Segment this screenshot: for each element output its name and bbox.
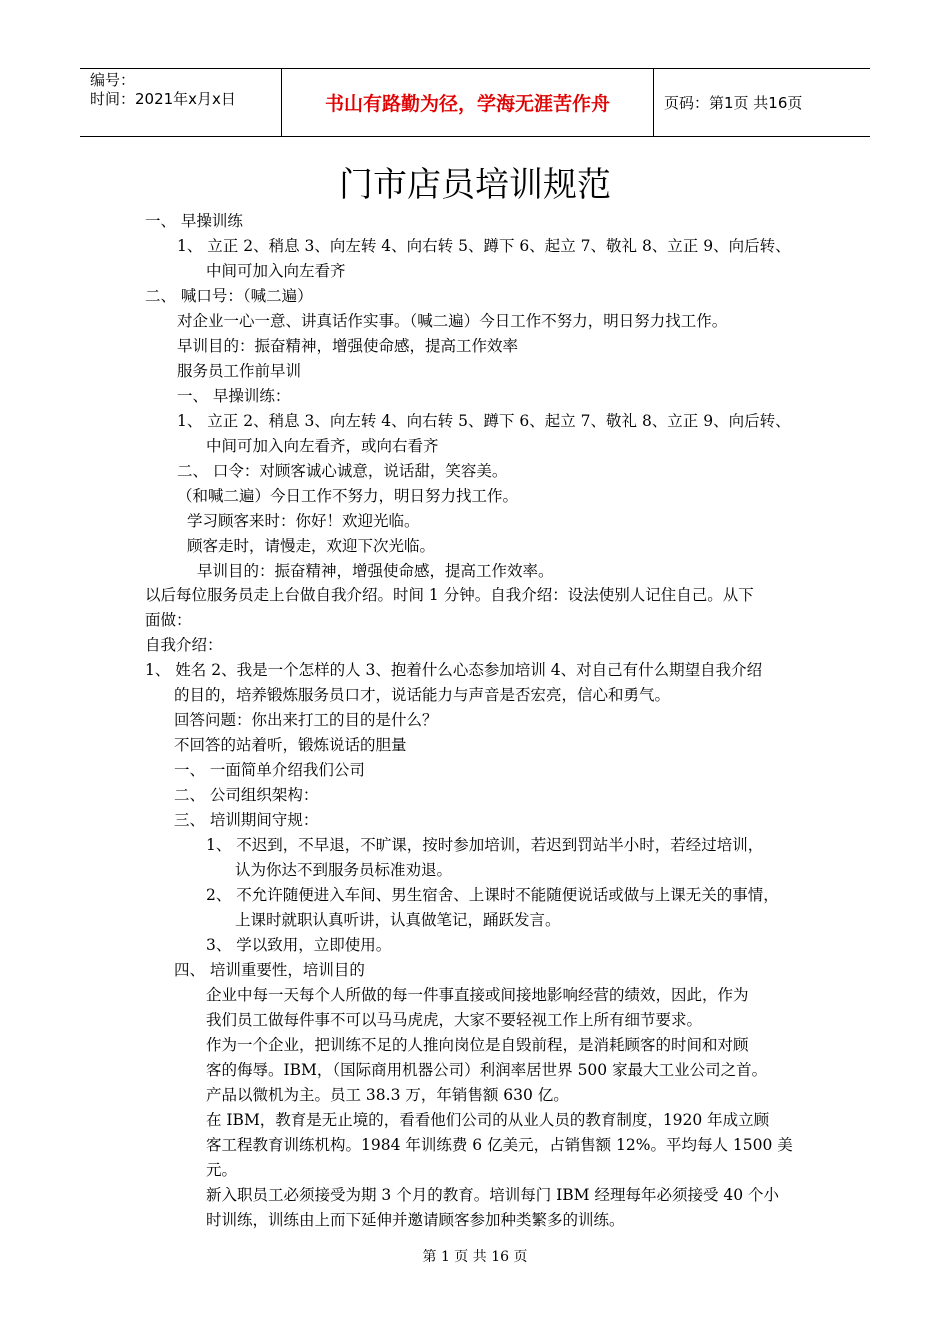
body-line: 1、 姓名 2、我是一个怎样的人 3、抱着什么心态参加培训 4、对自己有什么期望自我介绍 <box>145 661 763 679</box>
body-line: 中间可加入向左看齐 <box>206 262 346 280</box>
body-line: 自我介绍： <box>145 636 223 654</box>
body-line: 3、 学以致用，立即使用。 <box>206 936 392 954</box>
body-line: 早训目的：振奋精神，增强使命感，提高工作效率 <box>177 337 519 355</box>
body-line: 上课时就职认真听讲，认真做笔记，踊跃发言。 <box>235 911 561 929</box>
body-line: 二、 公司组织架构： <box>174 786 319 804</box>
body-line: 客的侮辱。IBM，（国际商用机器公司）利润率居世界 500 家最大工业公司之首。 <box>206 1061 768 1079</box>
body-line: 回答问题：你出来打工的目的是什么？ <box>174 711 438 729</box>
body-line: 我们员工做每件事不可以马马虎虎，大家不要轻视工作上所有细节要求。 <box>206 1011 703 1029</box>
body-line: 客工程教育训练机构。1984 年训练费 6 亿美元，占销售额 12%。平均每人 1500 美 <box>206 1136 793 1154</box>
body-line: 中间可加入向左看齐，或向右看齐 <box>206 437 439 455</box>
header-left-cell <box>80 69 282 136</box>
body-line: 四、 培训重要性，培训目的 <box>174 961 365 979</box>
body-line: 二、 喊口号：（喊二遍） <box>145 287 313 305</box>
page-footer: 第 1 页 共 16 页 <box>422 1249 528 1265</box>
body-line: 1、 立正 2、稍息 3、向左转 4、向右转 5、蹲下 6、起立 7、敬礼 8、立正 9、向后转、 <box>177 412 791 430</box>
body-line: 1、 立正 2、稍息 3、向左转 4、向右转 5、蹲下 6、起立 7、敬礼 8、立正 9、向后转、 <box>177 237 791 255</box>
body-line: 作为一个企业，把训练不足的人推向岗位是自毁前程，是消耗顾客的时间和对顾 <box>206 1036 749 1054</box>
body-line: 认为你达不到服务员标准劝退。 <box>235 861 453 879</box>
document-code: 编号： <box>90 71 136 89</box>
body-line: 面做： <box>145 611 192 629</box>
body-line: 时训练，训练由上而下延伸并邀请顾客参加种类繁多的训练。 <box>206 1211 625 1229</box>
body-line: 一、 早操训练 <box>145 212 243 230</box>
body-line: 在 IBM，教育是无止境的，看看他们公司的从业人员的教育制度，1920 年成立顾 <box>206 1111 770 1129</box>
header-page-info: 页码：第1页 共16页 <box>664 94 803 112</box>
body-line: 对企业一心一意、讲真话作实事。（喊二遍）今日工作不努力，明日努力找工作。 <box>177 312 728 330</box>
body-line: 的目的，培养锻炼服务员口才，说话能力与声音是否宏亮，信心和勇气。 <box>174 686 671 704</box>
body-line: 以后每位服务员走上台做自我介绍。时间 1 分钟。自我介绍：设法使别人记住自己。从下 <box>145 586 754 604</box>
body-line: 2、 不允许随便进入车间、男生宿舍、上课时不能随便说话或做与上课无关的事情， <box>206 886 779 904</box>
body-line: 三、 培训期间守规： <box>174 811 319 829</box>
body-line: 元。 <box>206 1161 238 1179</box>
body-line: 企业中每一天每个人所做的每一件事直接或间接地影响经营的绩效，因此，作为 <box>206 986 749 1004</box>
body-line: 新入职员工必须接受为期 3 个月的教育。培训每门 IBM 经理每年必须接受 40 个小 <box>206 1186 780 1204</box>
body-line: 学习顾客来时：你好！欢迎光临。 <box>187 512 420 530</box>
body-line: 产品以微机为主。员工 38.3 万，年销售额 630 亿。 <box>206 1086 569 1104</box>
body-line: 早训目的：振奋精神，增强使命感，提高工作效率。 <box>197 562 554 580</box>
body-line: （和喊二遍）今日工作不努力，明日努力找工作。 <box>177 487 519 505</box>
body-line: 一、 一面简单介绍我们公司 <box>174 761 365 779</box>
page-header <box>80 68 870 137</box>
body-line: 服务员工作前早训 <box>177 362 302 380</box>
body-line: 1、 不迟到，不早退，不旷课，按时参加培训，若迟到罚站半小时，若经过培训， <box>206 836 764 854</box>
header-motto: 书山有路勤为径，学海无涯苦作舟 <box>282 69 654 136</box>
body-line: 顾客走时，请慢走，欢迎下次光临。 <box>187 537 436 555</box>
body-line: 二、 口令：对顾客诚心诚意，说话甜，笑容美。 <box>177 462 508 480</box>
document-title: 门市店员培训规范 <box>339 165 611 205</box>
body-line: 不回答的站着听，锻炼说话的胆量 <box>174 736 407 754</box>
body-line: 一、 早操训练： <box>177 387 291 405</box>
document-date: 时间：2021年x月x日 <box>90 90 236 108</box>
